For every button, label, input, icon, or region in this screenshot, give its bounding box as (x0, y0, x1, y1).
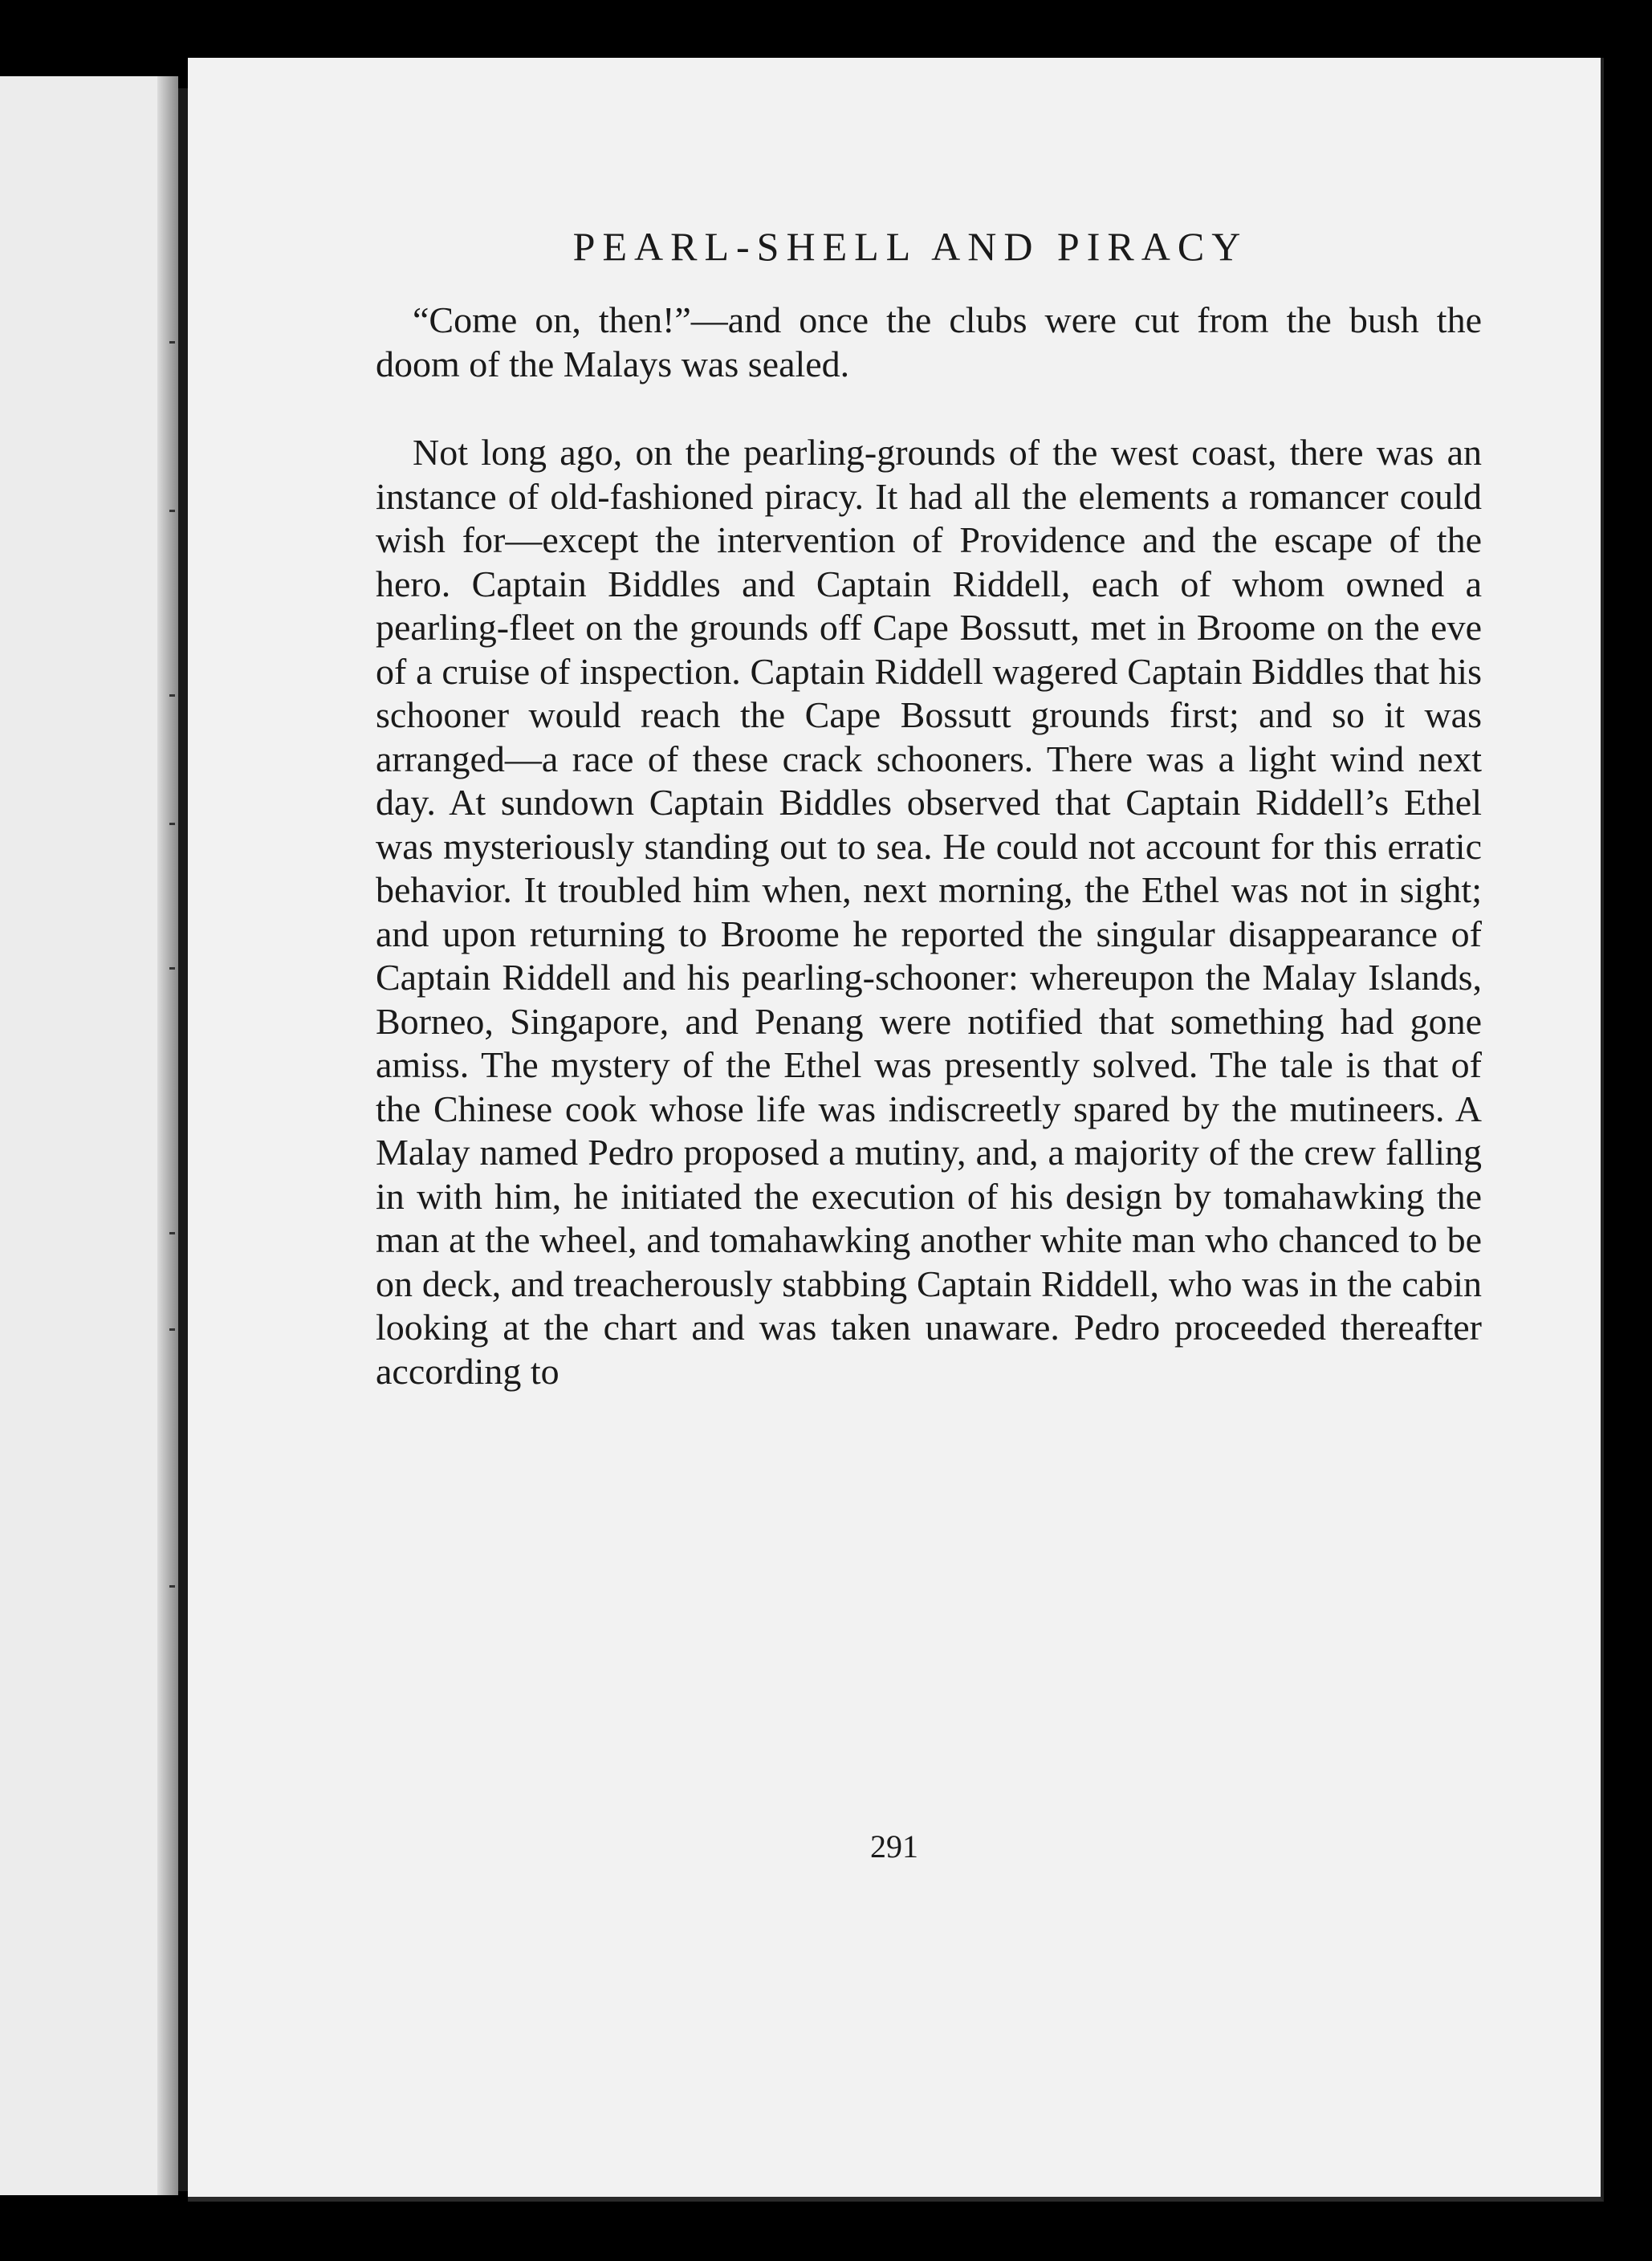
left-page-edge (0, 76, 178, 2195)
book-gutter (178, 88, 188, 2191)
book-page (188, 58, 1604, 2202)
paragraph: Not long ago, on the pearling-grounds of the west coast, there was an instance of old-fashioned piracy. It had all the elements a romancer could wish for—except the intervention of Providence and the escape of the hero. Captain Biddles and Captain Riddell, each of whom owned a pearling-fleet on the grounds off Cape Bossutt, met in Broome on the eve of a cruise of inspection. Captain Riddell wagered Captain Biddles that his schooner would reach the Cape Bossutt grounds first; and so it was arranged—a race of these crack schooners. There was a light wind next day. At sundown Captain Biddles observed that Captain Riddell’s Ethel was mysteriously standing out to sea. He could not account for this erratic behavior. It troubled him when, next morning, the Ethel was not in sight; and upon returning to Broome he reported the singular disappearance of Captain Riddell and his pearling-schooner: whereupon the Malay Islands, Borneo, Singapore, and Penang were notified that something had gone amiss. The mystery of the Ethel was presently solved. The tale is that of the Chinese cook whose life was indiscreetly spared by the mutineers. A Malay named Pedro proposed a mutiny, and, a majority of the crew falling in with him, he initiated the execution of his design by tomahawking the man at the wheel, and tomahawking another white man who chanced to be on deck, and treacherously stabbing Captain Riddell, who was in the cabin looking at the chart and was taken unaware. Pedro proceeded thereafter according to (376, 432, 1482, 1392)
left-page-text-fragment (169, 1328, 175, 1331)
left-page-text-fragment (169, 823, 175, 825)
left-page-text-fragment (169, 510, 175, 512)
body-text (376, 299, 1482, 1393)
paragraph: “Come on, then!”—and once the clubs were cut from the bush the doom of the Malays was sealed. (376, 299, 1482, 384)
left-page-text-fragment (169, 1585, 175, 1588)
running-head: PEARL-SHELL AND PIRACY (572, 224, 1248, 269)
left-page-text-fragment (169, 967, 175, 970)
left-page-shadow (157, 76, 178, 2195)
left-page-text-fragment (169, 694, 175, 697)
left-page-text-fragment (169, 1232, 175, 1234)
left-page-text-fragment (169, 341, 175, 344)
page-number: 291 (870, 1828, 918, 1865)
